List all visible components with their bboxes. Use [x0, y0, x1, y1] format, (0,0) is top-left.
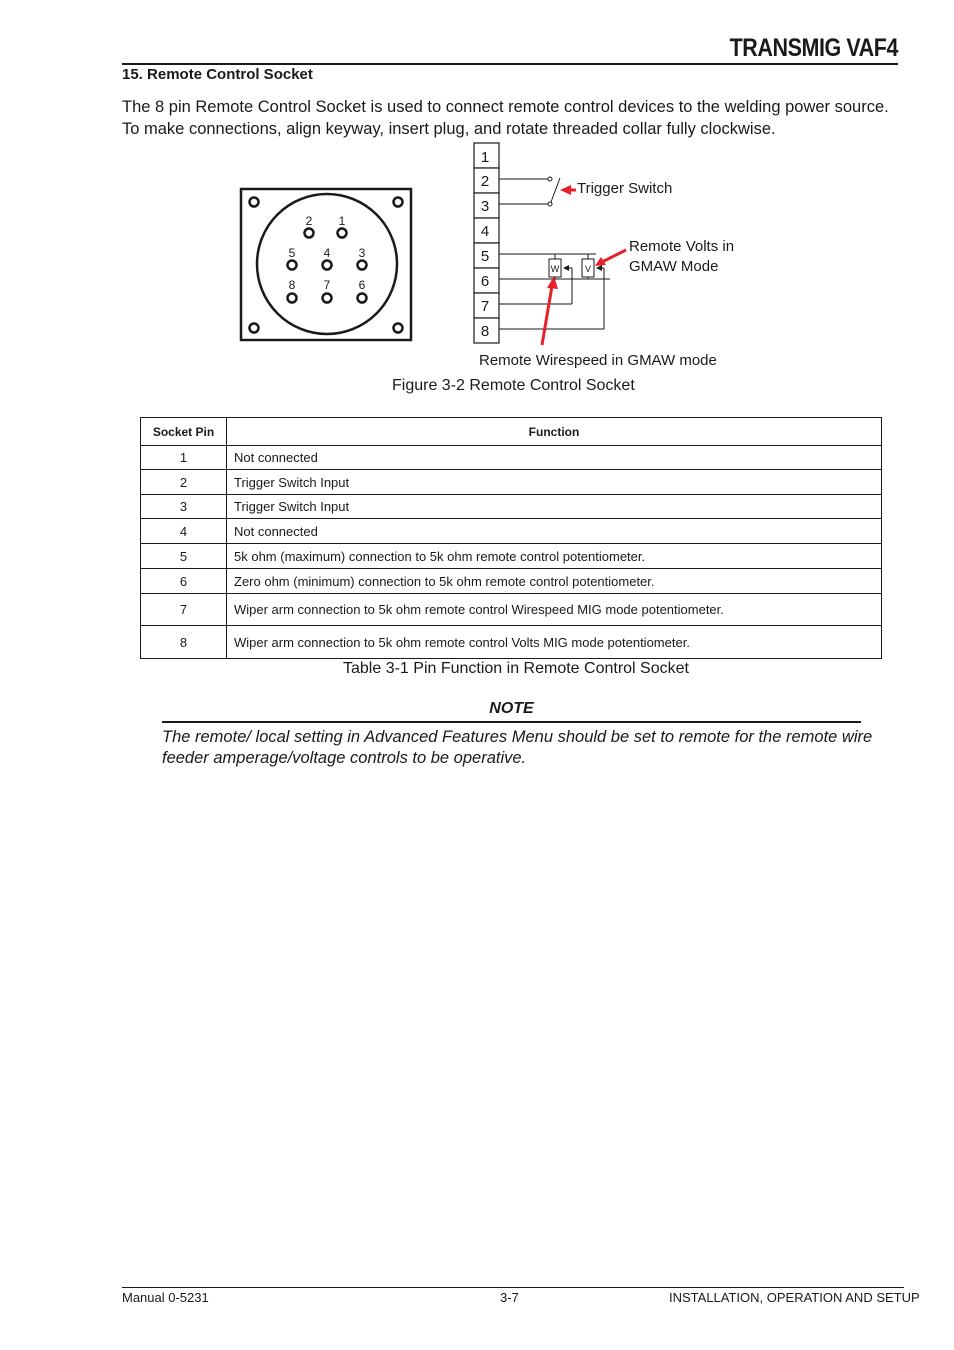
footer-rule — [122, 1287, 904, 1288]
table-row — [141, 495, 882, 519]
terminal-number-7: 7 — [480, 298, 490, 315]
trigger-switch-label: Trigger Switch — [577, 180, 673, 197]
socket-pin-label-5: 5 — [288, 246, 296, 260]
pin-cell: 6 — [141, 569, 227, 594]
pin-function-table — [140, 417, 882, 659]
socket-pin-label-8: 8 — [288, 278, 296, 292]
terminal-number-6: 6 — [480, 273, 490, 290]
brand-title: TRANSMIG VAF4 — [729, 34, 898, 62]
socket-pin-label-3: 3 — [358, 246, 366, 260]
mount-hole-tr — [394, 198, 403, 207]
socket-pin-label-2: 2 — [305, 214, 313, 228]
function-cell: Zero ohm (minimum) connection to 5k ohm remote control potentiometer. — [227, 569, 882, 594]
function-cell: Not connected — [227, 519, 882, 544]
pin-cell: 5 — [141, 544, 227, 569]
terminal-number-5: 5 — [480, 248, 490, 265]
terminal-number-2: 2 — [480, 173, 490, 190]
table-row — [141, 544, 882, 569]
note-title: NOTE — [489, 700, 534, 717]
terminal-number-8: 8 — [480, 323, 490, 340]
socket-pin-3 — [358, 261, 367, 270]
table-row — [141, 446, 882, 470]
remote-volts-label-line2: GMAW Mode — [629, 258, 719, 275]
function-cell: Wiper arm connection to 5k ohm remote control Wirespeed MIG mode potentiometer. — [227, 594, 882, 626]
pin-cell: 3 — [141, 495, 227, 519]
socket-pin-1 — [338, 229, 347, 238]
remote-wirespeed-label: Remote Wirespeed in GMAW mode — [479, 352, 717, 369]
table-row — [141, 569, 882, 594]
function-cell: 5k ohm (maximum) connection to 5k ohm remote control potentiometer. — [227, 544, 882, 569]
header-socket-pin: Socket Pin — [141, 418, 227, 446]
socket-pin-label-1: 1 — [338, 214, 346, 228]
figure-caption: Figure 3-2 Remote Control Socket — [392, 377, 635, 394]
header-rule — [122, 63, 898, 65]
footer-section-name: INSTALLATION, OPERATION AND SETUP — [669, 1290, 920, 1305]
mount-hole-tl — [250, 198, 259, 207]
pin-cell: 7 — [141, 594, 227, 626]
function-cell: Wiper arm connection to 5k ohm remote control Volts MIG mode potentiometer. — [227, 626, 882, 659]
function-cell: Trigger Switch Input — [227, 470, 882, 495]
header-function: Function — [227, 418, 882, 446]
mount-hole-bl — [250, 324, 259, 333]
terminal-number-1: 1 — [480, 149, 490, 166]
pot-w-label: W — [550, 264, 560, 274]
function-cell: Not connected — [227, 446, 882, 470]
socket-pin-label-4: 4 — [323, 246, 331, 260]
socket-pin-8 — [288, 294, 297, 303]
trigger-arrow-head — [560, 185, 571, 195]
section-title: 15. Remote Control Socket — [122, 66, 313, 83]
table-header-row — [141, 418, 882, 446]
footer-manual-number: Manual 0-5231 — [122, 1290, 209, 1305]
socket-pin-2 — [305, 229, 314, 238]
socket-face-diagram — [238, 186, 416, 344]
table-row — [141, 594, 882, 626]
socket-pin-6 — [358, 294, 367, 303]
remote-volts-label-line1: Remote Volts in — [629, 238, 735, 255]
pin-cell: 1 — [141, 446, 227, 470]
mount-hole-br — [394, 324, 403, 333]
socket-pin-5 — [288, 261, 297, 270]
socket-pin-label-7: 7 — [323, 278, 331, 292]
table-row — [141, 519, 882, 544]
table-row — [141, 470, 882, 495]
socket-pin-4 — [323, 261, 332, 270]
intro-paragraph: The 8 pin Remote Control Socket is used to connect remote control devices to the welding power source. To make connections, align keyway, insert plug, and rotate threaded collar fully clockwise. — [122, 98, 889, 138]
note-rule — [162, 721, 861, 723]
pin-cell: 2 — [141, 470, 227, 495]
table-caption: Table 3-1 Pin Function in Remote Control Socket — [343, 660, 689, 677]
table-row — [141, 626, 882, 659]
note-text: The remote/ local setting in Advanced Features Menu should be set to remote for the remote wire feeder amperage/voltage controls to be operative. — [162, 728, 873, 767]
wirespeed-arrow-shaft — [542, 286, 552, 345]
socket-pin-7 — [323, 294, 332, 303]
socket-pin-label-6: 6 — [358, 278, 366, 292]
volts-arrow-shaft — [602, 250, 626, 262]
wirespeed-arrow-head — [547, 276, 558, 289]
pot-v-label: V — [584, 264, 592, 274]
pin-cell: 8 — [141, 626, 227, 659]
terminal-number-4: 4 — [480, 223, 490, 240]
function-cell: Trigger Switch Input — [227, 495, 882, 519]
terminal-number-3: 3 — [480, 198, 490, 215]
trigger-switch-symbol — [499, 177, 560, 206]
pin-cell: 4 — [141, 519, 227, 544]
footer-page-number: 3-7 — [500, 1290, 519, 1305]
